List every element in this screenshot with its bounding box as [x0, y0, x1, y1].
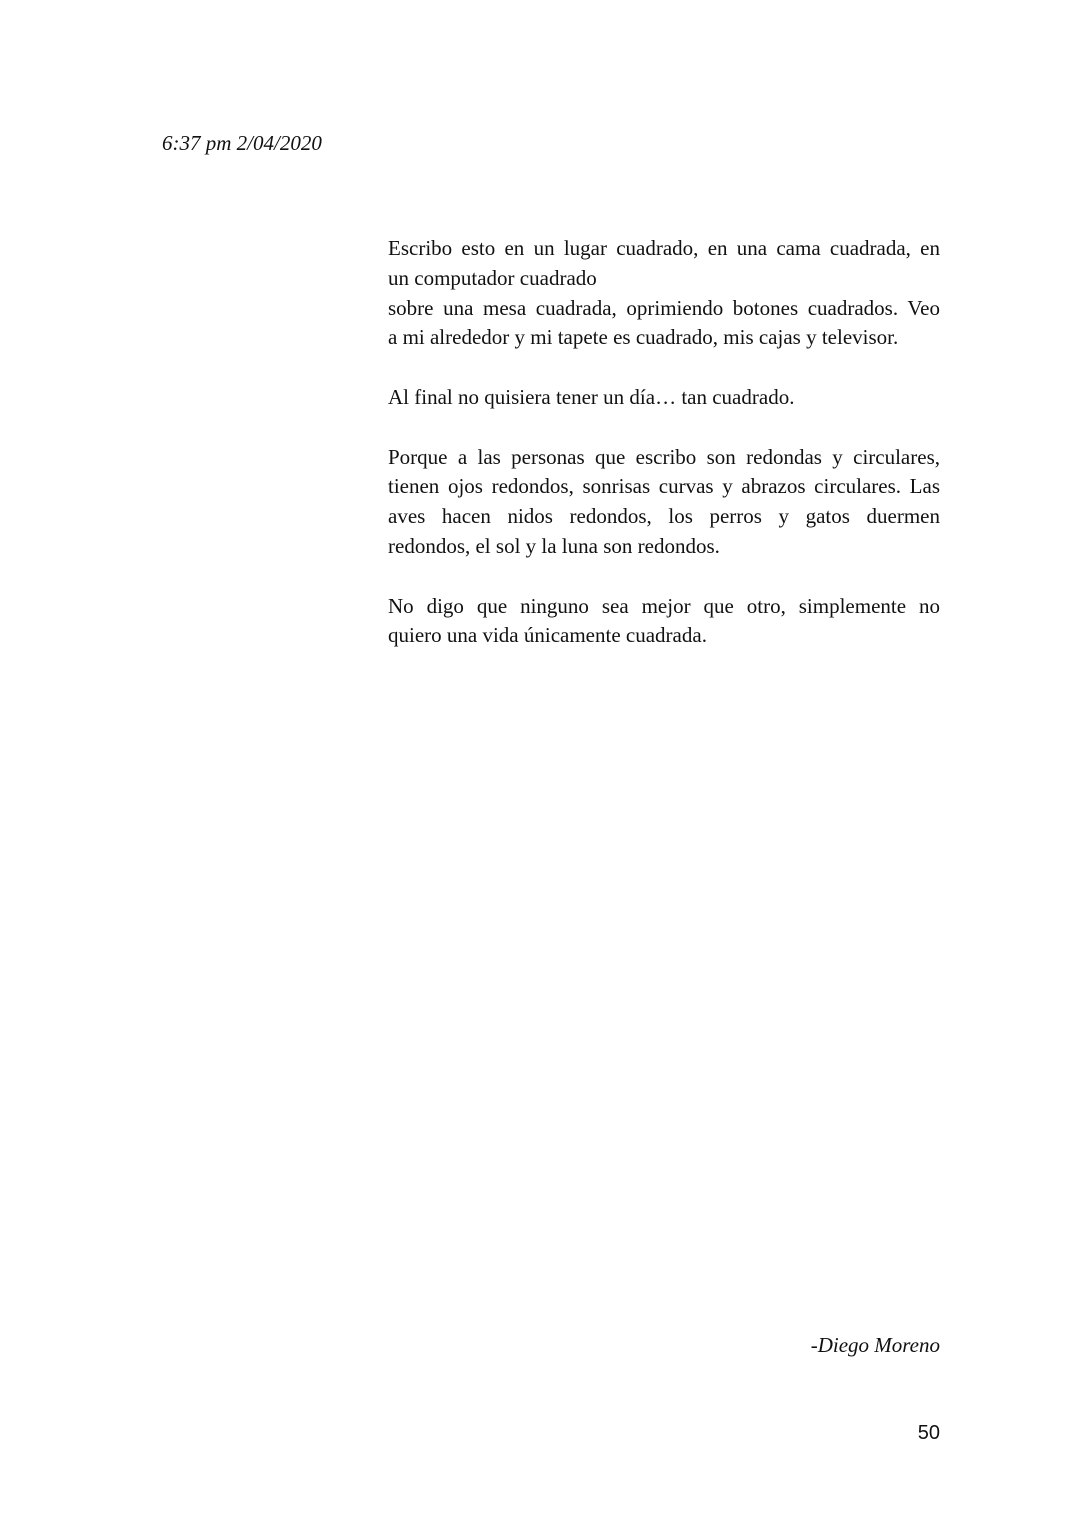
text-line: quiero una vida únicamente cuadrada. — [388, 623, 707, 648]
text-line: Al final no quisiera tener un día… tan cuadrado. — [388, 384, 795, 409]
paragraph — [388, 383, 940, 413]
text-line: a mi alrededor y mi tapete es cuadrado, mis cajas y televisor. — [388, 325, 899, 350]
text-line: Escribo esto en un lugar cuadrado, en una cama cuadrada, en — [388, 236, 940, 260]
text-line: Porque a las personas que escribo son redondas y circulares, — [388, 444, 940, 469]
text-line: redondos, el sol y la luna son redondos. — [388, 533, 720, 558]
page-number: 50 — [917, 1422, 940, 1444]
timestamp: 6:37 pm 2/04/2020 — [162, 131, 322, 155]
text-line: aves hacen nidos redondos, los perros y gatos duermen — [388, 504, 940, 529]
text-line: un computador cuadrado — [388, 265, 597, 290]
paragraph — [388, 443, 940, 562]
paragraph — [388, 592, 940, 652]
paragraph — [388, 234, 940, 353]
body-text — [388, 234, 940, 681]
signature: -Diego Moreno — [810, 1333, 940, 1357]
text-line: tienen ojos redondos, sonrisas curvas y abrazos circulares. Las — [388, 474, 940, 499]
text-line: sobre una mesa cuadrada, oprimiendo botones cuadrados. Veo — [388, 295, 940, 320]
text-line: No digo que ninguno sea mejor que otro, simplemente no — [388, 593, 940, 618]
